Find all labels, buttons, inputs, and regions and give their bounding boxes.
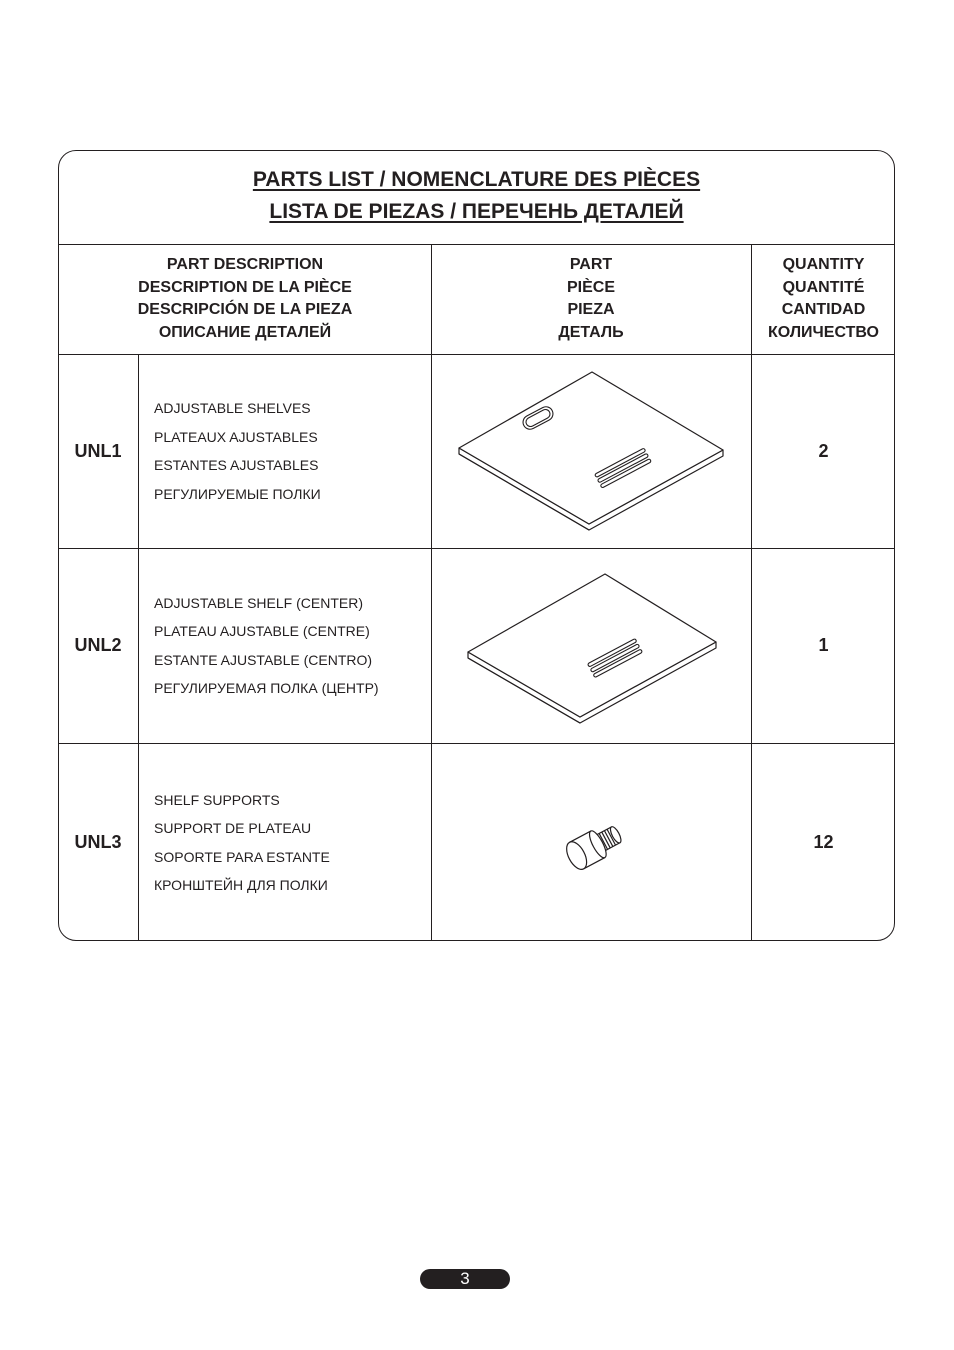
parts-list-table bbox=[58, 150, 895, 941]
part-code: UNL3 bbox=[74, 832, 122, 852]
title-line-1: PARTS LIST / NOMENCLATURE DES PIÈCES bbox=[252, 168, 701, 191]
description-en: SHELF SUPPORTS bbox=[154, 791, 280, 808]
description-en: ADJUSTABLE SHELVES bbox=[154, 400, 311, 416]
part-code: UNL1 bbox=[74, 440, 122, 461]
header-quantity bbox=[751, 244, 895, 354]
description-ru: РЕГУЛИРУЕМАЯ ПОЛКА (ЦЕНТР) bbox=[154, 680, 379, 696]
description-es: ESTANTES AJUSTABLES bbox=[154, 457, 319, 473]
header-quantity-es: CANTIDAD bbox=[781, 301, 866, 318]
header-part bbox=[431, 244, 751, 354]
part-code: UNL2 bbox=[74, 635, 122, 655]
part-description bbox=[154, 548, 424, 743]
shelf-with-slot-icon bbox=[431, 354, 751, 548]
header-part-ru: ДЕТАЛЬ bbox=[558, 323, 624, 341]
part-quantity: 12 bbox=[813, 832, 834, 852]
header-part-en: PART bbox=[569, 256, 613, 273]
center-shelf-icon bbox=[431, 548, 751, 743]
description-es: ESTANTE AJUSTABLE (CENTRO) bbox=[154, 651, 373, 668]
header-quantity-fr: QUANTITÉ bbox=[782, 278, 865, 296]
description-ru: РЕГУЛИРУЕМЫЕ ПОЛКИ bbox=[154, 485, 321, 502]
description-en: ADJUSTABLE SHELF (CENTER) bbox=[154, 594, 363, 611]
page-number: 3 bbox=[420, 1269, 510, 1289]
shelf-support-pin-icon bbox=[431, 743, 751, 941]
part-description bbox=[154, 743, 424, 941]
header-part-es: PIEZA bbox=[567, 301, 615, 318]
column-divider bbox=[138, 354, 139, 941]
description-ru: КРОНШТЕЙН ДЛЯ ПОЛКИ bbox=[154, 877, 328, 893]
header-description-ru: ОПИСАНИЕ ДЕТАЛЕЙ bbox=[158, 323, 332, 341]
description-fr: PLATEAU AJUSTABLE (CENTRE) bbox=[154, 623, 370, 639]
description-es: SOPORTE PARA ESTANTE bbox=[154, 848, 330, 865]
header-description-fr: DESCRIPTION DE LA PIÈCE bbox=[138, 278, 352, 296]
description-fr: PLATEAUX AJUSTABLES bbox=[154, 428, 318, 445]
parts-list-title bbox=[59, 151, 894, 245]
description-fr: SUPPORT DE PLATEAU bbox=[154, 820, 312, 836]
part-description bbox=[154, 354, 424, 548]
header-quantity-ru: КОЛИЧЕСТВО bbox=[768, 323, 879, 341]
part-quantity: 2 bbox=[818, 440, 829, 461]
header-quantity-en: QUANTITY bbox=[782, 256, 865, 273]
title-line-2: LISTA DE PIEZAS / ПЕРЕЧЕНЬ ДЕТАЛЕЙ bbox=[269, 200, 684, 223]
header-description-en: PART DESCRIPTION bbox=[166, 256, 324, 273]
part-quantity: 1 bbox=[818, 635, 829, 655]
header-description-es: DESCRIPCIÓN DE LA PIEZA bbox=[137, 301, 353, 318]
header-description bbox=[59, 244, 431, 354]
header-part-fr: PIÈCE bbox=[566, 278, 615, 296]
